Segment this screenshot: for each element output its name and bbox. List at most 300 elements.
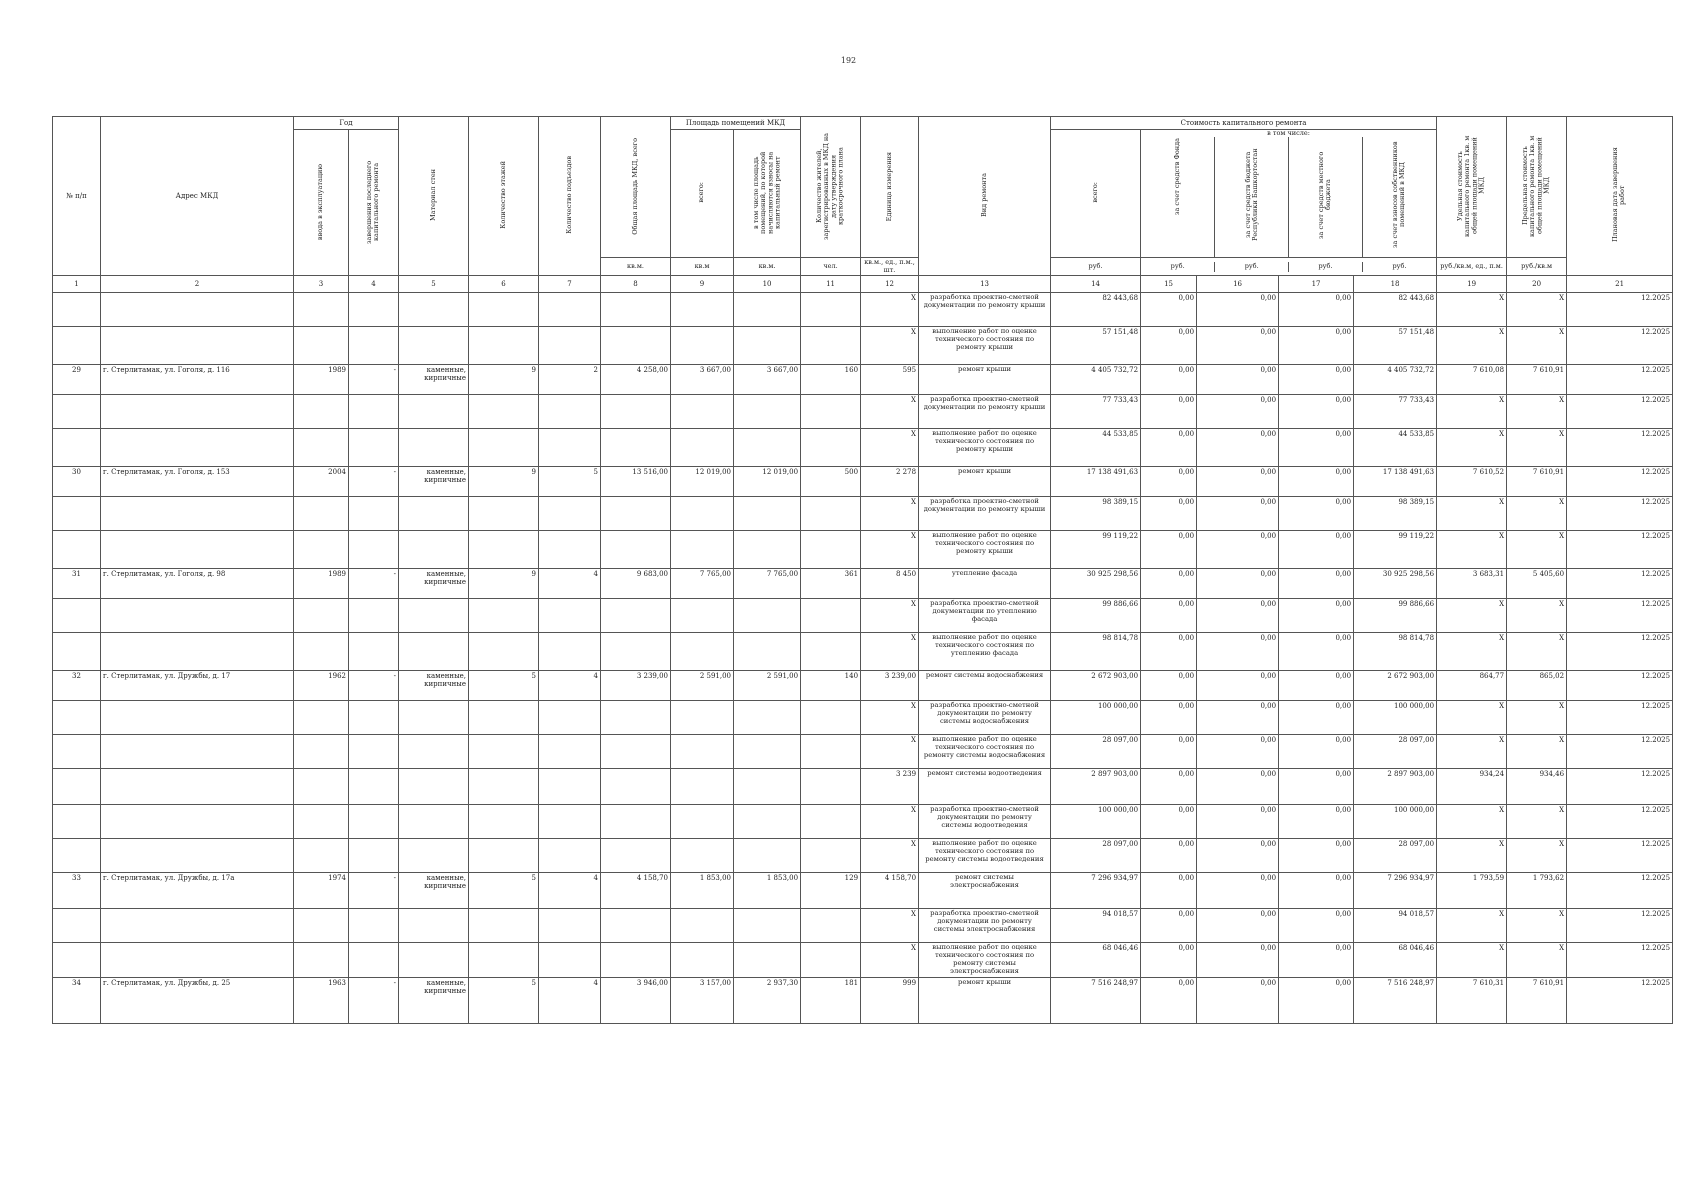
cell-unit-cost: 7 610,08 bbox=[1437, 365, 1507, 395]
cell-unit-cost: X bbox=[1437, 497, 1507, 531]
cell-max-cost: X bbox=[1507, 805, 1567, 839]
unit-residents: чел. bbox=[801, 258, 861, 276]
cell-cost-fund: 0,00 bbox=[1141, 365, 1197, 395]
column-number-row bbox=[53, 276, 1673, 293]
cell-entrances bbox=[539, 599, 601, 633]
header-unit-cost: Удельная стоимость капитального ремонта 1кв. м общей площади помещений МКД bbox=[1437, 117, 1507, 258]
table-row bbox=[53, 467, 1673, 497]
cell-date: 12.2025 bbox=[1567, 977, 1673, 1023]
cell-total-area bbox=[601, 429, 671, 467]
cell-cost-total: 7 516 248,97 bbox=[1051, 977, 1141, 1023]
cell-cost-owners: 4 405 732,72 bbox=[1354, 365, 1437, 395]
cell-floors: 5 bbox=[469, 977, 539, 1023]
cell-area-fund: 12 019,00 bbox=[734, 467, 801, 497]
cell-address bbox=[101, 805, 294, 839]
cell-cost-owners: 28 097,00 bbox=[1354, 839, 1437, 873]
cell-cost-total: 68 046,46 bbox=[1051, 943, 1141, 977]
header-cost-fund: за счет средств Фонда bbox=[1141, 137, 1215, 257]
cell-area-total bbox=[671, 327, 734, 365]
cell-cost-local: 0,00 bbox=[1279, 633, 1354, 671]
cell-residents bbox=[801, 943, 861, 977]
cell-last-repair: - bbox=[349, 977, 399, 1023]
header-group-area: Площадь помещений МКД bbox=[671, 117, 801, 130]
cell-address: г. Стерлитамак, ул. Дружбы, д. 17а bbox=[101, 873, 294, 909]
cell-entrances: 5 bbox=[539, 467, 601, 497]
cell-cost-local: 0,00 bbox=[1279, 467, 1354, 497]
cell-cost-republic: 0,00 bbox=[1197, 497, 1279, 531]
cell-n bbox=[53, 395, 101, 429]
unit-cost-owners: руб. bbox=[1392, 262, 1407, 271]
cell-n: 29 bbox=[53, 365, 101, 395]
cell-unit-cost: X bbox=[1437, 293, 1507, 327]
cell-cost-local: 0,00 bbox=[1279, 873, 1354, 909]
cell-unit: 8 450 bbox=[861, 569, 919, 599]
column-number: 9 bbox=[671, 276, 734, 293]
cell-address bbox=[101, 769, 294, 805]
cell-cost-total: 17 138 491,63 bbox=[1051, 467, 1141, 497]
cell-area-fund bbox=[734, 769, 801, 805]
cell-entrances bbox=[539, 943, 601, 977]
cell-last-repair bbox=[349, 839, 399, 873]
cell-cost-republic: 0,00 bbox=[1197, 531, 1279, 569]
cell-area-total bbox=[671, 735, 734, 769]
cell-work: разработка проектно-сметной документации по утеплению фасада bbox=[919, 599, 1051, 633]
cell-cost-local: 0,00 bbox=[1279, 977, 1354, 1023]
table-row bbox=[53, 365, 1673, 395]
cell-max-cost: X bbox=[1507, 701, 1567, 735]
cell-entrances: 4 bbox=[539, 671, 601, 701]
cell-floors bbox=[469, 769, 539, 805]
cell-cost-owners: 30 925 298,56 bbox=[1354, 569, 1437, 599]
cell-floors bbox=[469, 839, 539, 873]
cell-unit-cost: X bbox=[1437, 395, 1507, 429]
cell-entrances: 4 bbox=[539, 977, 601, 1023]
cell-entrances: 4 bbox=[539, 569, 601, 599]
cell-address: г. Стерлитамак, ул. Дружбы, д. 25 bbox=[101, 977, 294, 1023]
cell-last-repair: - bbox=[349, 671, 399, 701]
cell-unit-cost: X bbox=[1437, 735, 1507, 769]
cell-year-built: 1963 bbox=[294, 977, 349, 1023]
cell-total-area bbox=[601, 531, 671, 569]
table-body bbox=[53, 293, 1673, 1023]
cell-unit: X bbox=[861, 531, 919, 569]
cell-total-area bbox=[601, 909, 671, 943]
cell-n bbox=[53, 769, 101, 805]
cell-walls bbox=[399, 769, 469, 805]
cell-unit-cost: X bbox=[1437, 429, 1507, 467]
cell-last-repair bbox=[349, 429, 399, 467]
cell-area-fund bbox=[734, 909, 801, 943]
cell-cost-total: 98 814,78 bbox=[1051, 633, 1141, 671]
cell-max-cost: X bbox=[1507, 633, 1567, 671]
table-row bbox=[53, 909, 1673, 943]
cell-floors bbox=[469, 531, 539, 569]
cell-last-repair: - bbox=[349, 569, 399, 599]
cell-walls bbox=[399, 327, 469, 365]
cell-date: 12.2025 bbox=[1567, 467, 1673, 497]
cell-floors: 5 bbox=[469, 671, 539, 701]
cell-total-area bbox=[601, 943, 671, 977]
cell-cost-republic: 0,00 bbox=[1197, 769, 1279, 805]
cell-work: разработка проектно-сметной документации по ремонту системы водоснабжения bbox=[919, 701, 1051, 735]
cell-walls bbox=[399, 839, 469, 873]
cell-unit: 2 278 bbox=[861, 467, 919, 497]
cell-address bbox=[101, 327, 294, 365]
cell-walls bbox=[399, 735, 469, 769]
cell-n bbox=[53, 429, 101, 467]
cell-max-cost: X bbox=[1507, 327, 1567, 365]
cell-cost-total: 77 733,43 bbox=[1051, 395, 1141, 429]
cell-walls bbox=[399, 805, 469, 839]
cell-max-cost: X bbox=[1507, 599, 1567, 633]
cell-total-area bbox=[601, 633, 671, 671]
header-group-cost: Стоимость капитального ремонта bbox=[1051, 117, 1437, 130]
cell-cost-fund: 0,00 bbox=[1141, 701, 1197, 735]
cell-unit: X bbox=[861, 429, 919, 467]
cell-area-total bbox=[671, 701, 734, 735]
cell-work: ремонт крыши bbox=[919, 365, 1051, 395]
cell-cost-fund: 0,00 bbox=[1141, 569, 1197, 599]
cell-year-built bbox=[294, 735, 349, 769]
cell-area-fund: 7 765,00 bbox=[734, 569, 801, 599]
cell-entrances bbox=[539, 429, 601, 467]
cell-cost-local: 0,00 bbox=[1279, 497, 1354, 531]
cell-area-total bbox=[671, 839, 734, 873]
cell-area-fund: 2 591,00 bbox=[734, 671, 801, 701]
cell-cost-local: 0,00 bbox=[1279, 531, 1354, 569]
cell-floors bbox=[469, 497, 539, 531]
cell-cost-republic: 0,00 bbox=[1197, 701, 1279, 735]
cell-floors bbox=[469, 633, 539, 671]
cell-entrances bbox=[539, 701, 601, 735]
cell-area-fund bbox=[734, 805, 801, 839]
header-unit: Единица измерения bbox=[861, 117, 919, 258]
cell-unit: 4 158,70 bbox=[861, 873, 919, 909]
cell-area-total: 2 591,00 bbox=[671, 671, 734, 701]
cell-cost-republic: 0,00 bbox=[1197, 805, 1279, 839]
cell-n bbox=[53, 909, 101, 943]
header-address: Адрес МКД bbox=[101, 117, 294, 276]
cell-unit: X bbox=[861, 327, 919, 365]
cell-max-cost: X bbox=[1507, 497, 1567, 531]
cell-area-fund bbox=[734, 327, 801, 365]
cell-entrances: 2 bbox=[539, 365, 601, 395]
cell-area-total: 3 157,00 bbox=[671, 977, 734, 1023]
cell-cost-total: 98 389,15 bbox=[1051, 497, 1141, 531]
cell-work: ремонт системы водоснабжения bbox=[919, 671, 1051, 701]
cell-year-built bbox=[294, 497, 349, 531]
cell-cost-fund: 0,00 bbox=[1141, 873, 1197, 909]
column-number: 21 bbox=[1567, 276, 1673, 293]
cell-cost-fund: 0,00 bbox=[1141, 497, 1197, 531]
cell-unit: X bbox=[861, 943, 919, 977]
cell-cost-fund: 0,00 bbox=[1141, 633, 1197, 671]
table-row bbox=[53, 839, 1673, 873]
cell-residents: 181 bbox=[801, 977, 861, 1023]
cell-date: 12.2025 bbox=[1567, 769, 1673, 805]
column-number: 17 bbox=[1279, 276, 1354, 293]
cell-cost-owners: 44 533,85 bbox=[1354, 429, 1437, 467]
unit-cost-fund: руб. bbox=[1141, 262, 1215, 271]
cell-cost-local: 0,00 bbox=[1279, 735, 1354, 769]
cell-residents: 160 bbox=[801, 365, 861, 395]
cell-entrances bbox=[539, 293, 601, 327]
cell-area-total bbox=[671, 769, 734, 805]
cell-last-repair bbox=[349, 327, 399, 365]
cell-area-fund bbox=[734, 293, 801, 327]
cell-work: ремонт крыши bbox=[919, 977, 1051, 1023]
cell-residents: 500 bbox=[801, 467, 861, 497]
cell-residents bbox=[801, 429, 861, 467]
cell-unit-cost: X bbox=[1437, 701, 1507, 735]
unit-area-total: кв.м bbox=[671, 258, 734, 276]
cell-unit: X bbox=[861, 839, 919, 873]
column-number: 16 bbox=[1197, 276, 1279, 293]
cell-date: 12.2025 bbox=[1567, 909, 1673, 943]
header-wall-material: Материал стен bbox=[399, 117, 469, 276]
cell-entrances bbox=[539, 395, 601, 429]
cell-date: 12.2025 bbox=[1567, 429, 1673, 467]
cell-cost-total: 2 672 903,00 bbox=[1051, 671, 1141, 701]
cell-total-area bbox=[601, 701, 671, 735]
column-number: 1 bbox=[53, 276, 101, 293]
cell-walls bbox=[399, 293, 469, 327]
cell-cost-republic: 0,00 bbox=[1197, 943, 1279, 977]
column-number: 4 bbox=[349, 276, 399, 293]
cell-residents bbox=[801, 805, 861, 839]
cell-area-fund bbox=[734, 839, 801, 873]
cell-cost-total: 99 886,66 bbox=[1051, 599, 1141, 633]
cell-cost-local: 0,00 bbox=[1279, 671, 1354, 701]
column-number: 5 bbox=[399, 276, 469, 293]
cell-entrances bbox=[539, 327, 601, 365]
table-row bbox=[53, 671, 1673, 701]
cell-area-total bbox=[671, 943, 734, 977]
cell-address bbox=[101, 943, 294, 977]
column-number: 6 bbox=[469, 276, 539, 293]
cell-cost-owners: 100 000,00 bbox=[1354, 701, 1437, 735]
cell-date: 12.2025 bbox=[1567, 671, 1673, 701]
cell-unit: 3 239,00 bbox=[861, 671, 919, 701]
cell-year-built: 1989 bbox=[294, 569, 349, 599]
page-number: 192 bbox=[840, 56, 857, 65]
cell-entrances bbox=[539, 531, 601, 569]
cell-work: выполнение работ по оценке технического состояния по ремонту системы электроснабжения bbox=[919, 943, 1051, 977]
header-area-fund: в том числе площадь помещений, по которой начисляются взносы на капитальный ремонт bbox=[734, 130, 801, 258]
cell-total-area: 4 158,70 bbox=[601, 873, 671, 909]
cell-n bbox=[53, 327, 101, 365]
cell-walls: каменные, кирпичные bbox=[399, 873, 469, 909]
cell-max-cost: 5 405,60 bbox=[1507, 569, 1567, 599]
cell-cost-republic: 0,00 bbox=[1197, 395, 1279, 429]
cell-unit: 595 bbox=[861, 365, 919, 395]
table-row bbox=[53, 293, 1673, 327]
cell-work: выполнение работ по оценке технического состояния по утеплению фасада bbox=[919, 633, 1051, 671]
cell-cost-fund: 0,00 bbox=[1141, 327, 1197, 365]
cell-n bbox=[53, 497, 101, 531]
cell-max-cost: X bbox=[1507, 429, 1567, 467]
cell-max-cost: X bbox=[1507, 531, 1567, 569]
cell-cost-owners: 82 443,68 bbox=[1354, 293, 1437, 327]
cell-year-built: 1962 bbox=[294, 671, 349, 701]
cell-cost-owners: 28 097,00 bbox=[1354, 735, 1437, 769]
column-number: 12 bbox=[861, 276, 919, 293]
cell-date: 12.2025 bbox=[1567, 293, 1673, 327]
cell-total-area bbox=[601, 805, 671, 839]
cell-area-fund bbox=[734, 429, 801, 467]
cell-year-built bbox=[294, 531, 349, 569]
cell-year-built: 1974 bbox=[294, 873, 349, 909]
cell-work: разработка проектно-сметной документации по ремонту системы водоотведения bbox=[919, 805, 1051, 839]
cell-cost-fund: 0,00 bbox=[1141, 943, 1197, 977]
cell-address bbox=[101, 599, 294, 633]
cell-cost-owners: 2 897 903,00 bbox=[1354, 769, 1437, 805]
cell-cost-republic: 0,00 bbox=[1197, 977, 1279, 1023]
cell-walls bbox=[399, 599, 469, 633]
cell-n: 34 bbox=[53, 977, 101, 1023]
cell-year-built bbox=[294, 769, 349, 805]
cell-walls bbox=[399, 909, 469, 943]
header-cost-local: за счет средств местного бюджета bbox=[1289, 137, 1363, 257]
cell-address bbox=[101, 395, 294, 429]
cell-last-repair bbox=[349, 293, 399, 327]
cell-cost-local: 0,00 bbox=[1279, 839, 1354, 873]
cell-cost-fund: 0,00 bbox=[1141, 467, 1197, 497]
cell-unit-cost: X bbox=[1437, 633, 1507, 671]
cell-unit: 3 239 bbox=[861, 769, 919, 805]
header-entrances: Количество подъездов bbox=[539, 117, 601, 276]
cell-cost-republic: 0,00 bbox=[1197, 429, 1279, 467]
cell-cost-republic: 0,00 bbox=[1197, 909, 1279, 943]
cell-date: 12.2025 bbox=[1567, 395, 1673, 429]
cell-last-repair: - bbox=[349, 467, 399, 497]
cell-cost-owners: 7 296 934,97 bbox=[1354, 873, 1437, 909]
cell-max-cost: 865,02 bbox=[1507, 671, 1567, 701]
cell-cost-fund: 0,00 bbox=[1141, 805, 1197, 839]
cell-work: утепление фасада bbox=[919, 569, 1051, 599]
cell-cost-republic: 0,00 bbox=[1197, 873, 1279, 909]
cell-floors bbox=[469, 701, 539, 735]
cell-last-repair: - bbox=[349, 365, 399, 395]
cell-entrances bbox=[539, 805, 601, 839]
cell-total-area bbox=[601, 497, 671, 531]
cell-cost-total: 28 097,00 bbox=[1051, 839, 1141, 873]
cell-max-cost: 7 610,91 bbox=[1507, 467, 1567, 497]
cell-year-built: 2004 bbox=[294, 467, 349, 497]
cell-cost-owners: 57 151,48 bbox=[1354, 327, 1437, 365]
cell-unit-cost: X bbox=[1437, 531, 1507, 569]
cell-year-built bbox=[294, 633, 349, 671]
cell-date: 12.2025 bbox=[1567, 633, 1673, 671]
cell-n bbox=[53, 531, 101, 569]
table-row bbox=[53, 599, 1673, 633]
cell-max-cost: X bbox=[1507, 293, 1567, 327]
cell-last-repair bbox=[349, 701, 399, 735]
cell-year-built bbox=[294, 839, 349, 873]
cell-walls bbox=[399, 395, 469, 429]
cell-work: разработка проектно-сметной документации по ремонту крыши bbox=[919, 497, 1051, 531]
cell-walls: каменные, кирпичные bbox=[399, 671, 469, 701]
cell-last-repair: - bbox=[349, 873, 399, 909]
cell-cost-fund: 0,00 bbox=[1141, 977, 1197, 1023]
cell-address bbox=[101, 293, 294, 327]
cell-unit-cost: 1 793,59 bbox=[1437, 873, 1507, 909]
cell-cost-local: 0,00 bbox=[1279, 769, 1354, 805]
cell-cost-owners: 98 389,15 bbox=[1354, 497, 1437, 531]
cell-date: 12.2025 bbox=[1567, 839, 1673, 873]
header-num: № п/п bbox=[53, 117, 101, 276]
cell-work: выполнение работ по оценке технического состояния по ремонту системы водоснабжения bbox=[919, 735, 1051, 769]
cell-area-total: 12 019,00 bbox=[671, 467, 734, 497]
cell-residents: 140 bbox=[801, 671, 861, 701]
header-year-last-repair: завершения последнего капитального ремонта bbox=[349, 130, 399, 276]
cell-area-total bbox=[671, 293, 734, 327]
column-number: 19 bbox=[1437, 276, 1507, 293]
cell-cost-republic: 0,00 bbox=[1197, 735, 1279, 769]
cell-max-cost: 7 610,91 bbox=[1507, 977, 1567, 1023]
cell-unit-cost: X bbox=[1437, 805, 1507, 839]
cell-cost-fund: 0,00 bbox=[1141, 769, 1197, 805]
cell-cost-owners: 2 672 903,00 bbox=[1354, 671, 1437, 701]
cell-cost-total: 99 119,22 bbox=[1051, 531, 1141, 569]
cell-cost-total: 28 097,00 bbox=[1051, 735, 1141, 769]
cell-unit: X bbox=[861, 293, 919, 327]
cell-last-repair bbox=[349, 395, 399, 429]
cell-max-cost: 1 793,62 bbox=[1507, 873, 1567, 909]
cell-walls bbox=[399, 701, 469, 735]
cell-cost-fund: 0,00 bbox=[1141, 735, 1197, 769]
cell-area-fund bbox=[734, 531, 801, 569]
cell-entrances bbox=[539, 839, 601, 873]
cell-n bbox=[53, 599, 101, 633]
cell-last-repair bbox=[349, 599, 399, 633]
cell-max-cost: X bbox=[1507, 909, 1567, 943]
cell-cost-total: 2 897 903,00 bbox=[1051, 769, 1141, 805]
column-number: 15 bbox=[1141, 276, 1197, 293]
cell-floors bbox=[469, 429, 539, 467]
table-row bbox=[53, 735, 1673, 769]
cell-area-fund bbox=[734, 735, 801, 769]
cell-year-built: 1989 bbox=[294, 365, 349, 395]
cell-last-repair bbox=[349, 805, 399, 839]
cell-n bbox=[53, 735, 101, 769]
cell-last-repair bbox=[349, 735, 399, 769]
cell-year-built bbox=[294, 293, 349, 327]
column-number: 11 bbox=[801, 276, 861, 293]
unit-unit: кв.м., ед., п.м., шт. bbox=[861, 258, 919, 276]
cell-cost-local: 0,00 bbox=[1279, 365, 1354, 395]
cell-max-cost: X bbox=[1507, 395, 1567, 429]
cell-total-area bbox=[601, 293, 671, 327]
cell-unit-cost: X bbox=[1437, 599, 1507, 633]
cell-unit-cost: X bbox=[1437, 839, 1507, 873]
cell-cost-owners: 68 046,46 bbox=[1354, 943, 1437, 977]
cell-date: 12.2025 bbox=[1567, 327, 1673, 365]
cell-area-fund bbox=[734, 943, 801, 977]
cell-unit-cost: X bbox=[1437, 327, 1507, 365]
table-row bbox=[53, 497, 1673, 531]
header-group-incl: в том числе: за счет средств Фонда за счет средств бюджета Республики Башкортостан за счет средств местного бюджета за счет взносов собственников помещений в МКД bbox=[1141, 130, 1437, 258]
cell-residents bbox=[801, 327, 861, 365]
cell-work: разработка проектно-сметной документации по ремонту крыши bbox=[919, 395, 1051, 429]
cell-year-built bbox=[294, 429, 349, 467]
cell-entrances bbox=[539, 909, 601, 943]
cell-cost-total: 100 000,00 bbox=[1051, 805, 1141, 839]
cell-cost-republic: 0,00 bbox=[1197, 671, 1279, 701]
cell-floors bbox=[469, 395, 539, 429]
cell-unit-cost: 864,77 bbox=[1437, 671, 1507, 701]
cell-date: 12.2025 bbox=[1567, 531, 1673, 569]
